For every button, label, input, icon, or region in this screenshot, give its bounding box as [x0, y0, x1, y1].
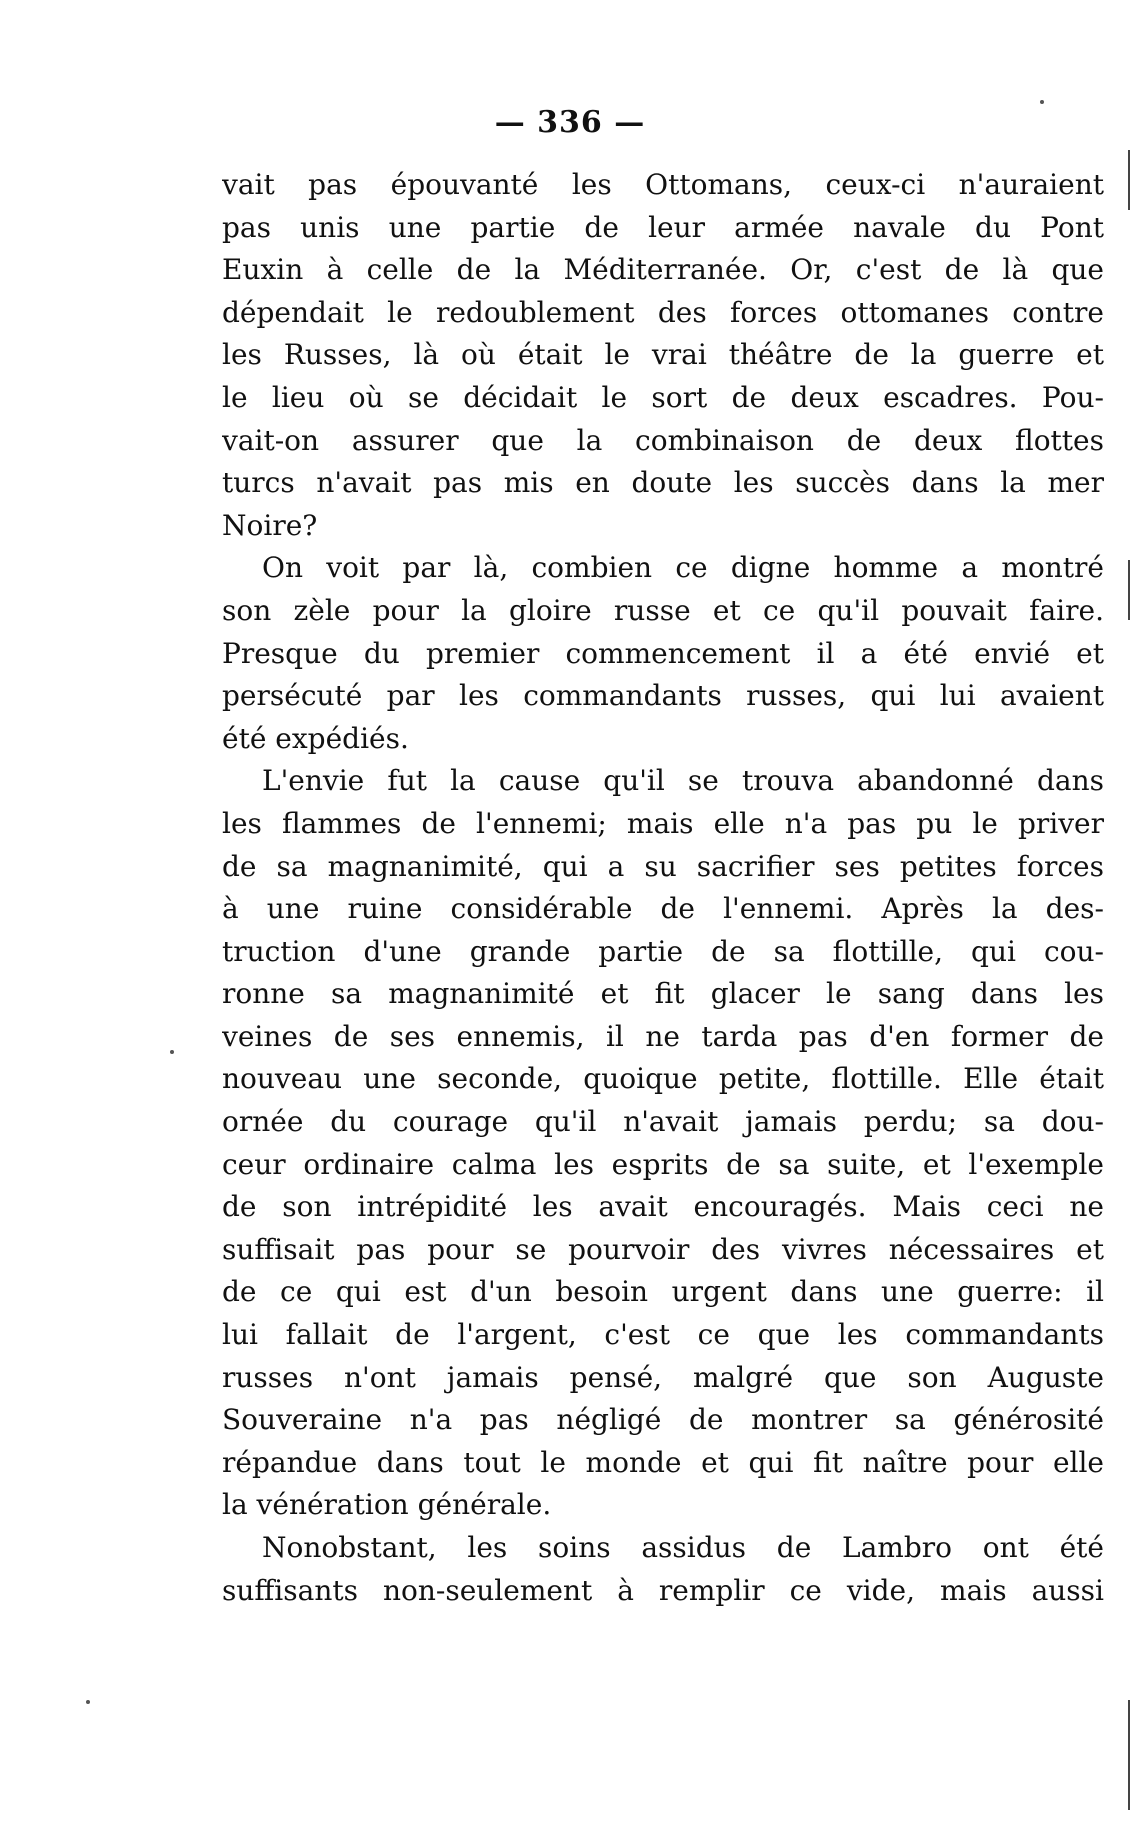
text-line: turcs n'avait pas mis en doute les succès dans la mer [222, 466, 1104, 500]
text-line: ceur ordinaire calma les esprits de sa suite, et l'exemple [222, 1147, 1104, 1181]
text-line: truction d'une grande partie de sa flottille, qui cou- [222, 934, 1104, 968]
text-line: persécuté par les commandants russes, qui lui avaient [222, 679, 1104, 713]
margin-mark [1128, 1700, 1130, 1810]
text-line: Souveraine n'a pas négligé de montrer sa générosité [222, 1403, 1104, 1437]
text-line: le lieu où se décidait le sort de deux escadres. Pou- [222, 380, 1104, 414]
margin-mark [1128, 150, 1130, 210]
text-line: suffisait pas pour se pourvoir des vivres nécessaires et [222, 1232, 1104, 1266]
text-line: Noire? [222, 508, 318, 542]
ink-speck [170, 1050, 174, 1054]
text-line: vait pas épouvanté les Ottomans, ceux-ci n'auraient [222, 168, 1104, 201]
text-line: Presque du premier commencement il a été envié et [222, 636, 1104, 670]
text-line: ornée du courage qu'il n'avait jamais perdu; sa dou- [222, 1105, 1104, 1139]
text-line: L'envie fut la cause qu'il se trouva abandonné dans [262, 764, 1104, 798]
text-line: été expédiés. [222, 721, 409, 755]
text-line: de ce qui est d'un besoin urgent dans une guerre: il [222, 1275, 1104, 1309]
text-line: Nonobstant, les soins assidus de Lambro ont été [262, 1531, 1104, 1564]
text-line: les flammes de l'ennemi; mais elle n'a pas pu le priver [222, 806, 1104, 840]
text-line: lui fallait de l'argent, c'est ce que les commandants [222, 1318, 1104, 1352]
margin-mark [1128, 560, 1130, 620]
ink-speck [86, 1700, 90, 1704]
text-line: son zèle pour la gloire russe et ce qu'il pouvait faire. [222, 593, 1104, 627]
ink-speck [1040, 100, 1044, 104]
text-line: de son intrépidité les avait encouragés. Mais ceci ne [222, 1190, 1104, 1224]
body-text [222, 164, 1104, 1612]
text-line: Euxin à celle de la Méditerranée. Or, c'est de là que [222, 253, 1104, 287]
text-line: répandue dans tout le monde et qui fit naître pour elle [222, 1445, 1104, 1479]
text-line: la vénération générale. [222, 1488, 552, 1522]
text-line: veines de ses ennemis, il ne tarda pas d'en former de [222, 1019, 1104, 1053]
text-line: de sa magnanimité, qui a su sacrifier ses petites forces [222, 849, 1104, 883]
text-line: ronne sa magnanimité et fit glacer le sang dans les [222, 977, 1104, 1011]
text-line: On voit par là, combien ce digne homme a montré [262, 551, 1104, 585]
text-line: les Russes, là où était le vrai théâtre de la guerre et [222, 338, 1104, 372]
text-line: russes n'ont jamais pensé, malgré que son Auguste [222, 1360, 1104, 1394]
text-line: pas unis une partie de leur armée navale du Pont [222, 210, 1104, 244]
page-number: — 336 — [494, 105, 646, 140]
text-line: à une ruine considérable de l'ennemi. Après la des- [222, 892, 1104, 926]
text-line: dépendait le redoublement des forces ottomanes contre [222, 295, 1104, 329]
text-line: suffisants non-seulement à remplir ce vide, mais aussi [222, 1573, 1104, 1607]
text-line: vait-on assurer que la combinaison de deux flottes [222, 423, 1104, 457]
text-line: nouveau une seconde, quoique petite, flottille. Elle était [222, 1062, 1104, 1096]
